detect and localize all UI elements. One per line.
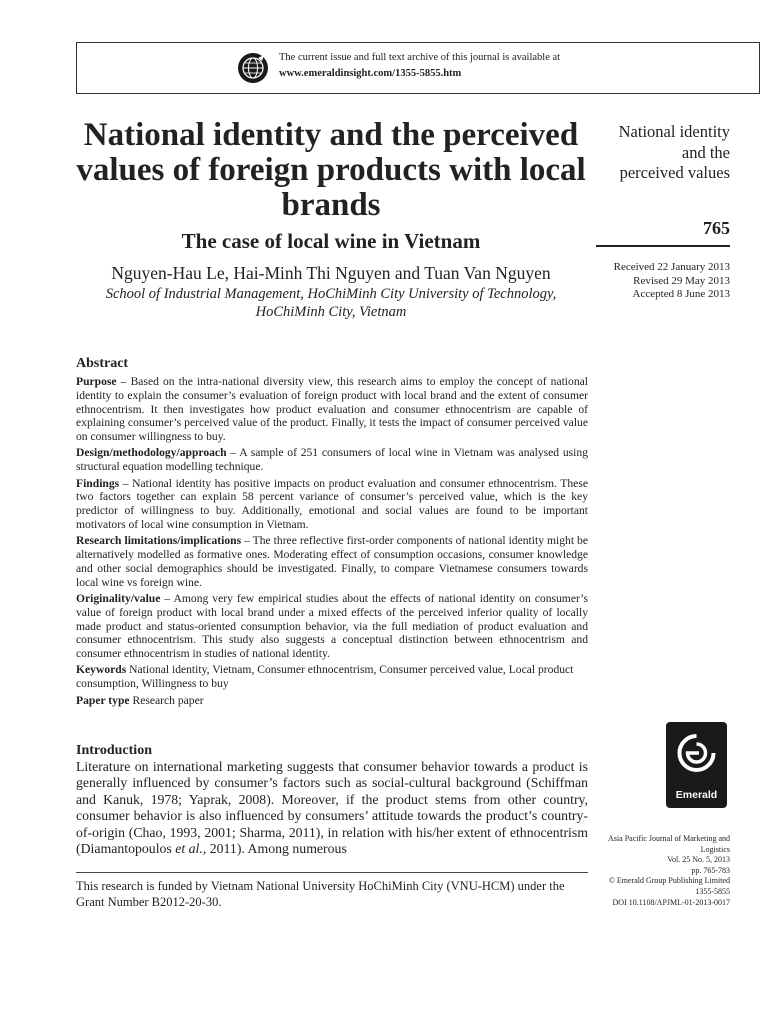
journal-archive-banner	[76, 42, 760, 94]
introduction-body: Literature on international marketing suggests that consumer behavior towards a product is generally influenced by consumer’s factors such as social-cultural background (Schiffman and Kanuk, 1978; Yaprak, 2008). Moreover, if the product stems from other country, consumer behavior is also influenced by consumers’ attitude towards the product’s country-of-origin (Chao, 1993, 2001; Sharma, 2011), in relation with his/her extent of ethnocentrism (Diamantopoulos	[76, 759, 588, 857]
abstract-design	[76, 446, 588, 474]
banner-availability-text: The current issue and full text archive of this journal is available at	[279, 52, 561, 63]
running-title-line: National identity	[618, 122, 730, 141]
abstract-section-text: – Among very few empirical studies about the effects of national identity on consumer’s value of foreign product with local brand under a mixed effects of the perceived inferior quality of locally made product and status-oriented consumption behavior, via the full mediation of product evaluation and consumer ethnocentrism. This study also suggests a conceptual distinction between ethnocentrism and consumer ethnocentrism in studies of national identity.	[76, 591, 588, 661]
paper-type-text: Research paper	[129, 693, 204, 707]
keywords	[76, 663, 588, 691]
emerald-logo-text: Emerald	[675, 789, 718, 801]
author-affiliation: School of Industrial Management, HoChiMinh City University of Technology, HoChiMinh City, Vietnam	[105, 286, 557, 320]
journal-citation-info	[580, 834, 730, 908]
article-authors: Nguyen-Hau Le, Hai-Minh Thi Nguyen and Tuan Van Nguyen	[111, 263, 551, 283]
emerald-logo-icon	[666, 722, 727, 808]
abstract-section-label: Purpose	[76, 375, 117, 388]
page-number: 765	[703, 218, 730, 238]
submission-dates	[560, 261, 730, 302]
journal-copyright: © Emerald Group Publishing Limited	[608, 876, 730, 886]
article-title: National identity and the perceived values of foreign products with local brands	[76, 117, 586, 223]
globe-icon	[237, 52, 269, 84]
introduction-heading: Introduction	[76, 743, 152, 758]
journal-doi[interactable]: DOI 10.1108/APJML-01-2013-0017	[612, 897, 730, 907]
keywords-text: National identity, Vietnam, Consumer ethnocentrism, Consumer perceived value, Local product consumption, Willingness to buy	[76, 663, 574, 691]
revised-date: Revised 29 May 2013	[633, 274, 730, 287]
introduction-body-end: , 2011). Among numerous	[202, 841, 347, 857]
emerald-swirl-icon	[666, 722, 727, 792]
journal-volume: Vol. 25 No. 5, 2013	[667, 855, 730, 865]
abstract-section-text: – The three reflective first-order components of national identity might be alternatively modelled as formative ones. Moderating effect of consumption occasions, consumer knowledge and other social demographics should be investigated. Finally, to compare Vietnamese consumers towards local wine vs foreign wine.	[76, 534, 588, 589]
journal-issn: 1355-5855	[695, 886, 730, 896]
abstract-section-text: – National identity has positive impacts on product evaluation and consumer ethnocentrism. These two factors together can explain 58 percent variance of consumer’s perceived value, which is the key predictor of willingness to buy. Additionally, emotional and social values are found to be important motivators of local wine consumption in Vietnam.	[76, 476, 588, 531]
abstract	[76, 356, 588, 710]
abstract-section-text: – A sample of 251 consumers of local wine in Vietnam was analysed using structural equation modelling technique.	[76, 446, 588, 474]
received-date: Received 22 January 2013	[613, 261, 730, 273]
abstract-limitations	[76, 534, 588, 589]
introduction-italic: et al.	[175, 841, 203, 857]
abstract-section-label: Design/methodology/approach	[76, 446, 227, 460]
paper-type-label: Paper type	[76, 693, 130, 707]
abstract-originality	[76, 592, 588, 661]
banner-url-link[interactable]: www.emeraldinsight.com/1355-5855.htm	[279, 68, 462, 79]
keywords-label: Keywords	[76, 663, 127, 677]
journal-name-line: Asia Pacific Journal of Marketing and	[608, 834, 730, 843]
running-title	[560, 122, 730, 184]
running-title-line: and the	[681, 142, 730, 162]
journal-name-line: Logistics	[700, 844, 730, 854]
abstract-section-text: – Based on the intra-national diversity view, this research aims to employ the concept of national identity to explain the consumer’s evaluation of foreign product with local brand and the extent of consumer ethnocentrism. It then investigates how product evaluation and consumer ethnocentrism are capable of explaining consumer’s perceived value of the product. Finally, it tests the impact of consumer perceived value on consumer willingness to buy.	[76, 375, 588, 444]
abstract-section-label: Research limitations/implications	[76, 534, 242, 548]
introduction-text	[76, 759, 588, 857]
footnote-divider	[76, 872, 588, 873]
article-subtitle: The case of local wine in Vietnam	[181, 229, 481, 253]
abstract-purpose	[76, 375, 588, 444]
abstract-findings	[76, 477, 588, 532]
accepted-date: Accepted 8 June 2013	[632, 288, 730, 300]
abstract-heading: Abstract	[76, 356, 129, 371]
running-title-line: perceived values	[619, 163, 730, 182]
journal-pages: pp. 765-783	[691, 865, 730, 875]
abstract-section-label: Originality/value	[76, 591, 161, 605]
paper-type	[76, 694, 588, 708]
sidebar-divider	[596, 245, 730, 247]
abstract-section-label: Findings	[76, 476, 120, 490]
funding-footnote: This research is funded by Vietnam National University HoChiMinh City (VNU-HCM) under the Grant Number B2012-20-30.	[76, 879, 565, 909]
